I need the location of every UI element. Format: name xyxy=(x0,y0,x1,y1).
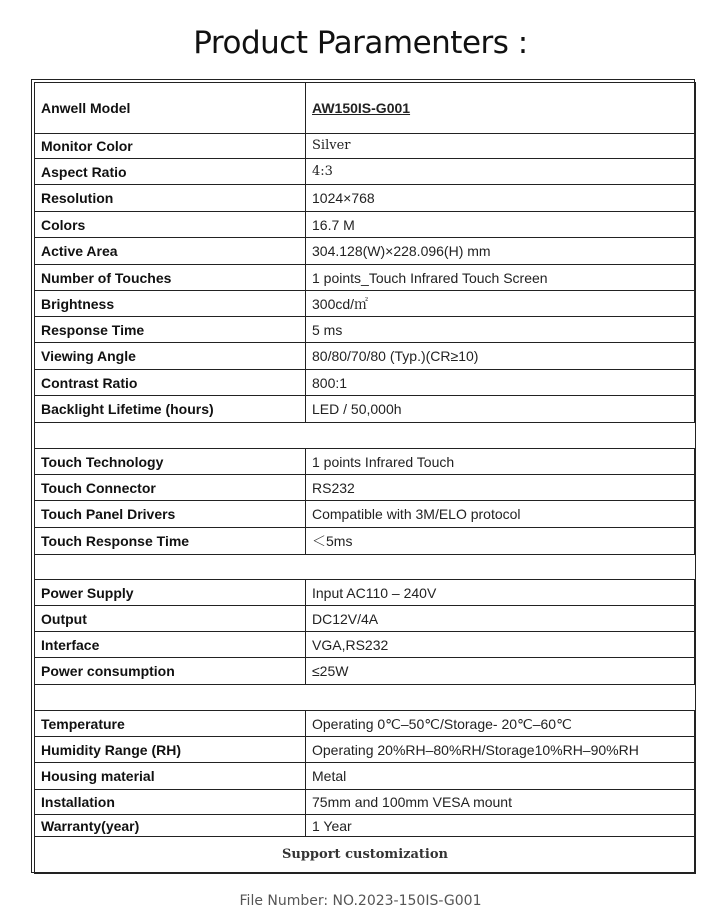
spec-row-active-area xyxy=(35,238,696,265)
spacer-row xyxy=(35,555,696,580)
spec-value: 1 Year xyxy=(306,815,696,837)
spec-value: 800:1 xyxy=(306,370,696,396)
spec-label: Temperature xyxy=(35,711,306,737)
spec-row-contrast-ratio xyxy=(35,370,696,396)
spec-row-aspect-ratio xyxy=(35,159,696,185)
spacer-cell xyxy=(35,423,696,449)
spec-row-response-time xyxy=(35,317,696,343)
spec-label: Brightness xyxy=(35,291,306,317)
spec-row-temperature xyxy=(35,711,696,737)
spec-value: ＜5ms xyxy=(306,528,696,555)
spec-row-anwell-model xyxy=(35,83,696,134)
spec-row-installation xyxy=(35,790,696,815)
spec-label: Touch Response Time xyxy=(35,528,306,555)
spec-value: VGA,RS232 xyxy=(306,632,696,658)
spec-value: 16.7 M xyxy=(306,212,696,238)
spec-value: 4:3 xyxy=(306,159,696,185)
spec-label: Active Area xyxy=(35,238,306,265)
spec-value: 75mm and 100mm VESA mount xyxy=(306,790,696,815)
spec-row-power-supply xyxy=(35,580,696,606)
spec-label: Interface xyxy=(35,632,306,658)
spec-value: 1024×768 xyxy=(306,185,696,212)
spec-label: Anwell Model xyxy=(35,83,306,134)
spec-row-humidity-range xyxy=(35,737,696,763)
spec-value: Operating 0℃–50℃/Storage- 20℃–60℃ xyxy=(306,711,696,737)
spec-label: Output xyxy=(35,606,306,632)
spec-label: Touch Technology xyxy=(35,449,306,475)
spacer-cell xyxy=(35,555,696,580)
spec-value: ≤25W xyxy=(306,658,696,685)
spec-row-monitor-color xyxy=(35,134,696,159)
spec-row-touch-technology xyxy=(35,449,696,475)
spec-value: 5 ms xyxy=(306,317,696,343)
file-number: File Number: NO.2023-150IS-G001 xyxy=(239,893,482,909)
spec-label: Installation xyxy=(35,790,306,815)
spec-label: Monitor Color xyxy=(35,134,306,159)
spec-row-brightness xyxy=(35,291,696,317)
spec-value: Input AC110 – 240V xyxy=(306,580,696,606)
spec-value: 80/80/70/80 (Typ.)(CR≥10) xyxy=(306,343,696,370)
spec-row-number-of-touches xyxy=(35,265,696,291)
spec-label: Backlight Lifetime (hours) xyxy=(35,396,306,423)
spec-value: DC12V/4A xyxy=(306,606,696,632)
spec-value: 1 points Infrared Touch xyxy=(306,449,696,475)
spec-row-viewing-angle xyxy=(35,343,696,370)
spec-row-interface xyxy=(35,632,696,658)
spec-value: Operating 20%RH–80%RH/Storage10%RH–90%RH xyxy=(306,737,696,763)
spec-row-colors xyxy=(35,212,696,238)
spec-label: Power Supply xyxy=(35,580,306,606)
page-title: Product Paramenters : xyxy=(193,25,528,61)
spec-label: Warranty(year) xyxy=(35,815,306,837)
support-customization-note: Support customization xyxy=(35,837,696,874)
spec-label: Contrast Ratio xyxy=(35,370,306,396)
spec-label: Humidity Range (RH) xyxy=(35,737,306,763)
spec-label: Number of Touches xyxy=(35,265,306,291)
spec-value: 300cd/㎡ xyxy=(306,291,696,317)
spec-value: RS232 xyxy=(306,475,696,501)
spec-row-touch-connector xyxy=(35,475,696,501)
spec-row-touch-response-time xyxy=(35,528,696,555)
spec-label: Power consumption xyxy=(35,658,306,685)
spec-row-output xyxy=(35,606,696,632)
spec-row-warranty xyxy=(35,815,696,837)
spec-label: Touch Connector xyxy=(35,475,306,501)
spec-label: Aspect Ratio xyxy=(35,159,306,185)
spec-row-touch-panel-drivers xyxy=(35,501,696,528)
spec-label: Colors xyxy=(35,212,306,238)
spacer-row xyxy=(35,685,696,711)
spec-value: 304.128(W)×228.096(H) mm xyxy=(306,238,696,265)
footer-row xyxy=(35,837,696,874)
spec-value: Silver xyxy=(306,134,696,159)
spec-value: 1 points_Touch Infrared Touch Screen xyxy=(306,265,696,291)
spec-label: Viewing Angle xyxy=(35,343,306,370)
spec-value: Compatible with 3M/ELO protocol xyxy=(306,501,696,528)
spec-row-power-consumption xyxy=(35,658,696,685)
spacer-row xyxy=(35,423,696,449)
spec-value: Metal xyxy=(306,763,696,790)
spec-value: LED / 50,000h xyxy=(306,396,696,423)
spec-label: Resolution xyxy=(35,185,306,212)
spec-label: Housing material xyxy=(35,763,306,790)
spec-row-resolution xyxy=(35,185,696,212)
spec-value-model: AW150IS-G001 xyxy=(306,83,696,134)
spec-table xyxy=(34,82,696,874)
spec-label: Response Time xyxy=(35,317,306,343)
spec-label: Touch Panel Drivers xyxy=(35,501,306,528)
spec-row-backlight-lifetime xyxy=(35,396,696,423)
spec-row-housing-material xyxy=(35,763,696,790)
spacer-cell xyxy=(35,685,696,711)
